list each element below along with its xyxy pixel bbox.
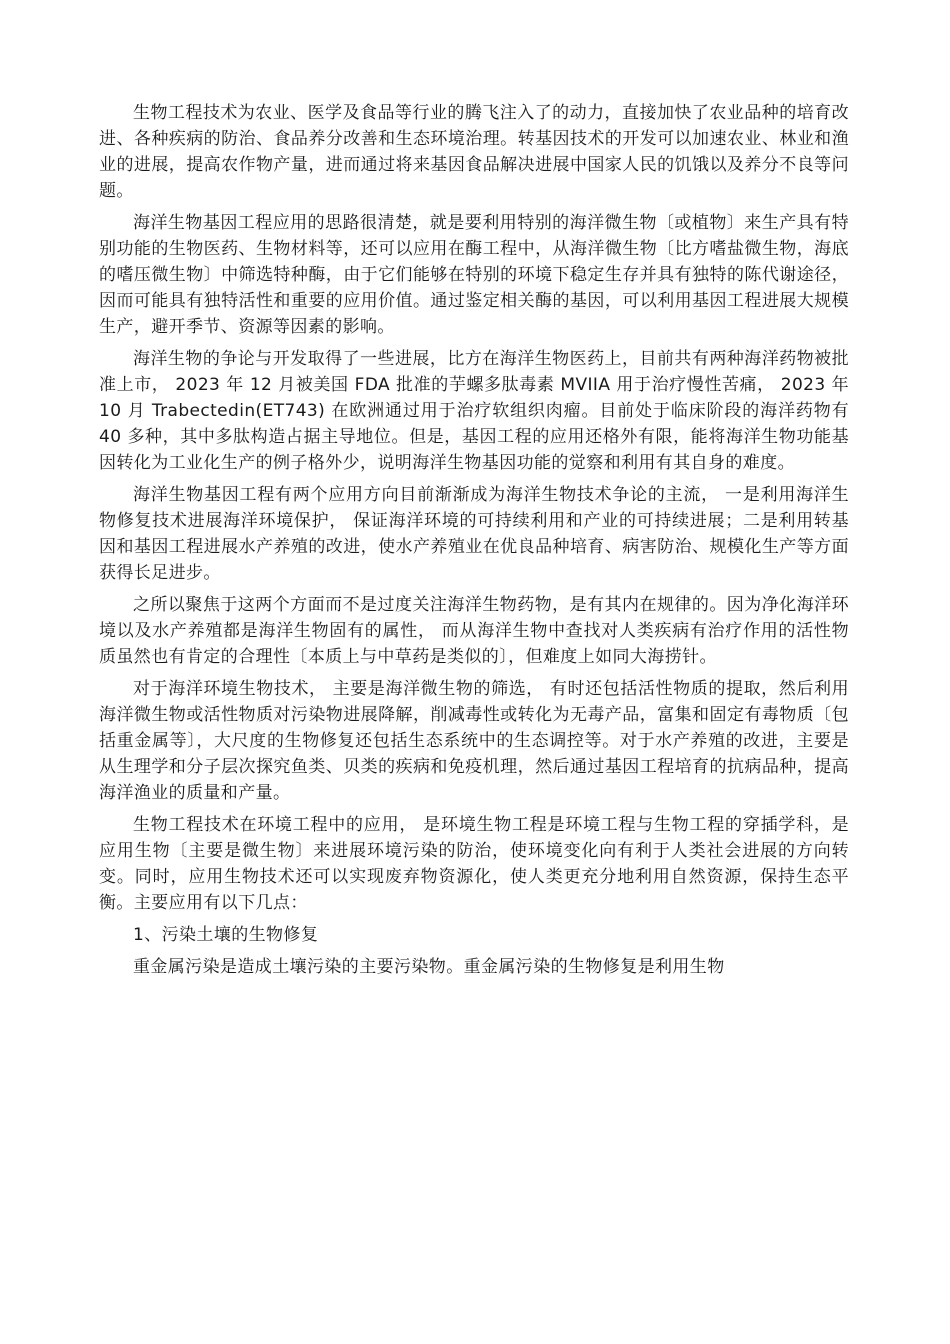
section-heading: 1、污染土壤的生物修复 xyxy=(133,925,319,945)
paragraph: 之所以聚焦于这两个方面而不是过度关注海洋生物药物，是有其内在规律的。因为净化海洋环境以及水产养殖都是海洋生物固有的属性， 而从海洋生物中查找对人类疾病有治疗作用的活性物质虽然也有肯定的合理性〔本质上与中草药是类似的〕，但难度上如同大海捞针。 xyxy=(99,595,849,667)
document-body xyxy=(99,100,849,986)
paragraph: 海洋生物基因工程应用的思路很清楚，就是要利用特别的海洋微生物〔或植物〕来生产具有特别功能的生物医药、生物材料等，还可以应用在酶工程中，从海洋微生物〔比方嗜盐微生物，海底的嗜压微生物〕中筛选特种酶，由于它们能够在特别的环境下稳定生存并具有独特的陈代谢途径，因而可能具有独特活性和重要的应用价值。通过鉴定相关酶的基因，可以利用基因工程进展大规模生产，避开季节、资源等因素的影响。 xyxy=(99,213,849,337)
paragraph: 海洋生物基因工程有两个应用方向目前渐渐成为海洋生物技术争论的主流， 一是利用海洋生物修复技术进展海洋环境保护， 保证海洋环境的可持续利用和产业的可持续进展；二是利用转基因和基因工程进展水产养殖的改进，使水产养殖业在优良品种培育、病害防治、规模化生产等方面获得长足进步。 xyxy=(99,485,849,583)
paragraph: 生物工程技术在环境工程中的应用， 是环境生物工程是环境工程与生物工程的穿插学科，是应用生物〔主要是微生物〕来进展环境污染的防治，使环境变化向有利于人类社会进展的方向转变。同时，应用生物技术还可以实现废弃物资源化，使人类更充分地利用自然资源，保持生态平衡。主要应用有以下几点： xyxy=(99,815,849,913)
paragraph: 生物工程技术为农业、医学及食品等行业的腾飞注入了的动力，直接加快了农业品种的培育改进、各种疾病的防治、食品养分改善和生态环境治理。转基因技术的开发可以加速农业、林业和渔业的进展，提高农作物产量，进而通过将来基因食品解决进展中国家人民的饥饿以及养分不良等问题。 xyxy=(99,103,849,201)
paragraph: 重金属污染是造成土壤污染的主要污染物。重金属污染的生物修复是利用生物 xyxy=(133,957,725,977)
paragraph: 对于海洋环境生物技术， 主要是海洋微生物的筛选， 有时还包括活性物质的提取，然后利用海洋微生物或活性物质对污染物进展降解，削减毒性或转化为无毒产品，富集和固定有毒物质〔包括重金属等〕，大尺度的生物修复还包括生态系统中的生态调控等。对于水产养殖的改进，主要是从生理学和分子层次探究鱼类、贝类的疾病和免疫机理，然后通过基因工程培育的抗病品种，提高海洋渔业的质量和产量。 xyxy=(99,679,849,803)
paragraph: 海洋生物的争论与开发取得了一些进展，比方在海洋生物医药上，目前共有两种海洋药物被批准上市， 2023 年 12 月被美国 FDA 批准的芋螺多肽毒素 MVIIA 用于治疗慢性苦痛， 2023 年 10 月 Trabectedin(ET743) 在欧洲通过用于治疗软组织肉瘤。目前处于临床阶段的海洋药物有 40 多种，其中多肽构造占据主导地位。但是，基因工程的应用还格外有限，能将海洋生物功能基因转化为工业化生产的例子格外少，说明海洋生物基因功能的觉察和利用有其自身的难度。 xyxy=(99,349,849,473)
